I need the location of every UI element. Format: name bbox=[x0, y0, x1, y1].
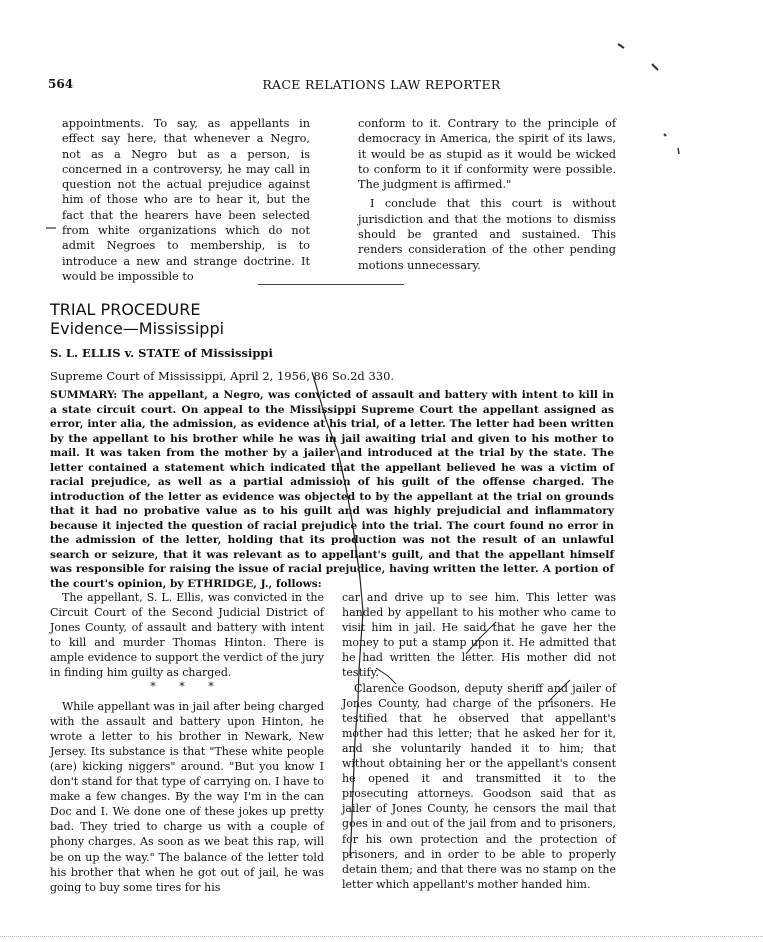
section-divider bbox=[258, 284, 404, 285]
opinion-left-paragraph-2: While appellant was in jail after being charged with the assault and battery upon Hinton, he wrote a letter to his brother in Newark, New Jersey. Its substance is that "These white people (are) kicking niggers" around. "But you know I don't stand for that type of carrying on. I have to make a few changes. By the way I'm in the can Doc and I. We done one of these jokes up pretty bad. They tried to charge us with a couple of phony charges. As soon as we beat this rap, will be on up the way." The balance of the letter told his brother that when he got out of jail, he was going to buy some tires for his bbox=[50, 699, 324, 894]
case-summary bbox=[50, 388, 614, 591]
top-right-paragraph-2: I conclude that this court is without jurisdiction and that the motions to dismiss should be granted and sustained. This renders consideration of the other pending motions unnecessary. bbox=[358, 197, 616, 272]
summary-text: The appellant, a Negro, was convicted of assault and battery with intent to kill in a state circuit court. On appeal to the Mississippi Supreme Court the appellant assigned as error, inter alia, the admission, as evidence at his trial, of a letter. The letter had been written by the appellant to his brother while he was in jail awaiting trial and given to his mother to mail. It was taken from the mother by a jailer and introduced at the trial by the state. The letter contained a statement which indicated that the appellant believed he was a victim of racial prejudice, as well as a partial admission of his guilt of the offense charged. The introduction of the letter as evidence was objected to by the appellant at the trial on grounds that it had no probative value as to his guilt and was highly prejudicial and inflammatory because it injected the question of racial prejudice into the trial. The court found no error in the admission of the letter, holding that its production was not the result of an unlawful search or seizure, that it was relevant as to appellant's guilt, and that the appellant himself was responsible for raising the issue of racial prejudice, having written the letter. A portion of the court's opinion, by ETHRIDGE, J., follows: bbox=[50, 389, 614, 590]
case-name: S. L. ELLIS v. STATE of Mississippi bbox=[50, 346, 273, 360]
section-subtitle: Evidence—Mississippi bbox=[50, 319, 225, 338]
page-number: 564 bbox=[48, 77, 74, 91]
court-citation: Supreme Court of Mississippi, April 2, 1956, 86 So.2d 330. bbox=[50, 369, 395, 383]
section-title: TRIAL PROCEDURE bbox=[50, 300, 201, 319]
top-right-paragraph-1: conform to it. Contrary to the principle of democracy in America, the spirit of its laws, it would be as stupid as it would be wicked to conform to it if conformity were possible. The judgment is affirmed." bbox=[358, 117, 616, 192]
page-edge bbox=[0, 936, 763, 939]
summary-label: SUMMARY: bbox=[50, 389, 118, 401]
ellipsis-marker: * * * bbox=[150, 679, 224, 693]
top-right-column bbox=[358, 116, 616, 273]
opinion-right-paragraph-2: Clarence Goodson, deputy sheriff and jailer of Jones County, had charge of the prisoners. He testified that he observed that appellant's mother had this letter; that he asked her for it, and she voluntarily handed it to him; that without obtaining her or the appellant's consent he opened it and transmitted it to the prosecuting attorneys. Goodson said that as jailer of Jones County, he censors the mail that goes in and out of the jail from and to prisoners, for his own protection and the protection of prisoners, and in order to be able to properly detain them; and that there was no stamp on the letter which appellant's mother handed him. bbox=[342, 681, 616, 891]
top-left-paragraph: appointments. To say, as appellants in effect say here, that whenever a Negro, not as a Negro but as a person, is concerned in a controversy, he may call in question not the actual prejudice against him of those who are to hear it, but the fact that the hearers have been selected from white organizations which do not admit Negroes to membership, is to introduce a new and strange doctrine. It would be impossible to bbox=[62, 117, 310, 283]
running-title: RACE RELATIONS LAW REPORTER bbox=[262, 77, 501, 92]
opinion-left-paragraph-1: The appellant, S. L. Ellis, was convicted in the Circuit Court of the Second Judicial District of Jones County, of assault and battery with intent to kill and murder Thomas Hinton. There is ample evidence to support the verdict of the jury in finding him guilty as charged. bbox=[50, 591, 324, 680]
opinion-right-column bbox=[342, 590, 616, 892]
opinion-left-column bbox=[50, 590, 324, 895]
opinion-right-paragraph-1: car and drive up to see him. This letter was handed by appellant to his mother who came to visit him in jail. He said that he gave her the money to put a stamp upon it. He admitted that he had written the letter. His mother did not testify. bbox=[342, 591, 616, 680]
top-left-column bbox=[62, 116, 310, 284]
